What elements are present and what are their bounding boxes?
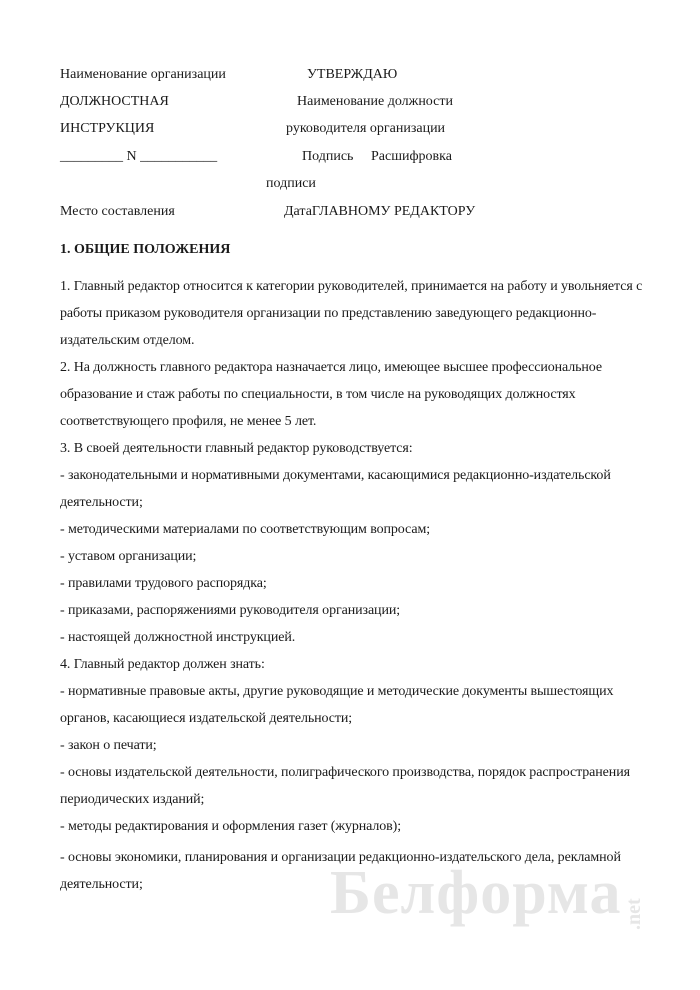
body-line: - методы редактирования и оформления газет (журналов); (60, 819, 402, 834)
body-line: работы приказом руководителя организации по представлению заведующего редакционно- (60, 306, 597, 321)
body-line: деятельности; (60, 877, 143, 892)
body-line: издательским отделом. (60, 333, 195, 348)
decoding-label: Расшифровка (371, 149, 452, 164)
watermark-logo: Белформа (330, 859, 622, 927)
body-line: соответствующего профиля, не менее 5 лет. (60, 414, 317, 429)
body-line: - правилами трудового распорядка; (60, 576, 267, 591)
body-line: - настоящей должностной инструкцией. (60, 630, 296, 645)
body-line: органов, касающиеся издательской деятельности; (60, 711, 353, 726)
doc-type-line-2: ИНСТРУКЦИЯ (60, 121, 155, 136)
body-line: - основы издательской деятельности, полиграфического производства, порядок распространения (60, 765, 630, 780)
body-line: - приказами, распоряжениями руководителя организации; (60, 603, 401, 618)
body-line: - нормативные правовые акты, другие руководящие и методические документы вышестоящих (60, 684, 614, 699)
body-line: 2. На должность главного редактора назначается лицо, имеющее высшее профессиональное (60, 360, 602, 375)
doc-type-line-1: ДОЛЖНОСТНАЯ (60, 94, 169, 109)
head-of-org-label: руководителя организации (286, 121, 446, 136)
body-line: образование и стаж работы по специальности, в том числе на руководящих должностях (60, 387, 576, 402)
approve-label: УТВЕРЖДАЮ (307, 67, 398, 82)
body-line: - методическими материалами по соответствующим вопросам; (60, 522, 431, 537)
body-line: 1. Главный редактор относится к категории руководителей, принимается на работу и увольняется с (60, 279, 643, 294)
body-line: - уставом организации; (60, 549, 197, 564)
body-line: 3. В своей деятельности главный редактор руководствуется: (60, 441, 413, 456)
body-line: 4. Главный редактор должен знать: (60, 657, 265, 672)
section-title: 1. ОБЩИЕ ПОЛОЖЕНИЯ (60, 242, 231, 257)
body-line: деятельности; (60, 495, 143, 510)
position-title-label: Наименование должности (297, 94, 453, 109)
body-line: - законодательными и нормативными документами, касающимися редакционно-издательской (60, 468, 611, 483)
body-line: - основы экономики, планирования и организации редакционно-издательского дела, рекламной (60, 850, 621, 865)
document-number-line: _________ N ___________ (60, 149, 218, 164)
body-line: периодических изданий; (60, 792, 205, 807)
date-addressee-label: ДатаГЛАВНОМУ РЕДАКТОРУ (284, 204, 476, 219)
place-label: Место составления (60, 204, 175, 219)
signature-label: Подпись (302, 149, 354, 164)
body-line: - закон о печати; (60, 738, 157, 753)
signature-label-2: подписи (266, 176, 316, 191)
org-name-label: Наименование организации (60, 67, 226, 82)
watermark-suffix: .net (623, 898, 645, 930)
